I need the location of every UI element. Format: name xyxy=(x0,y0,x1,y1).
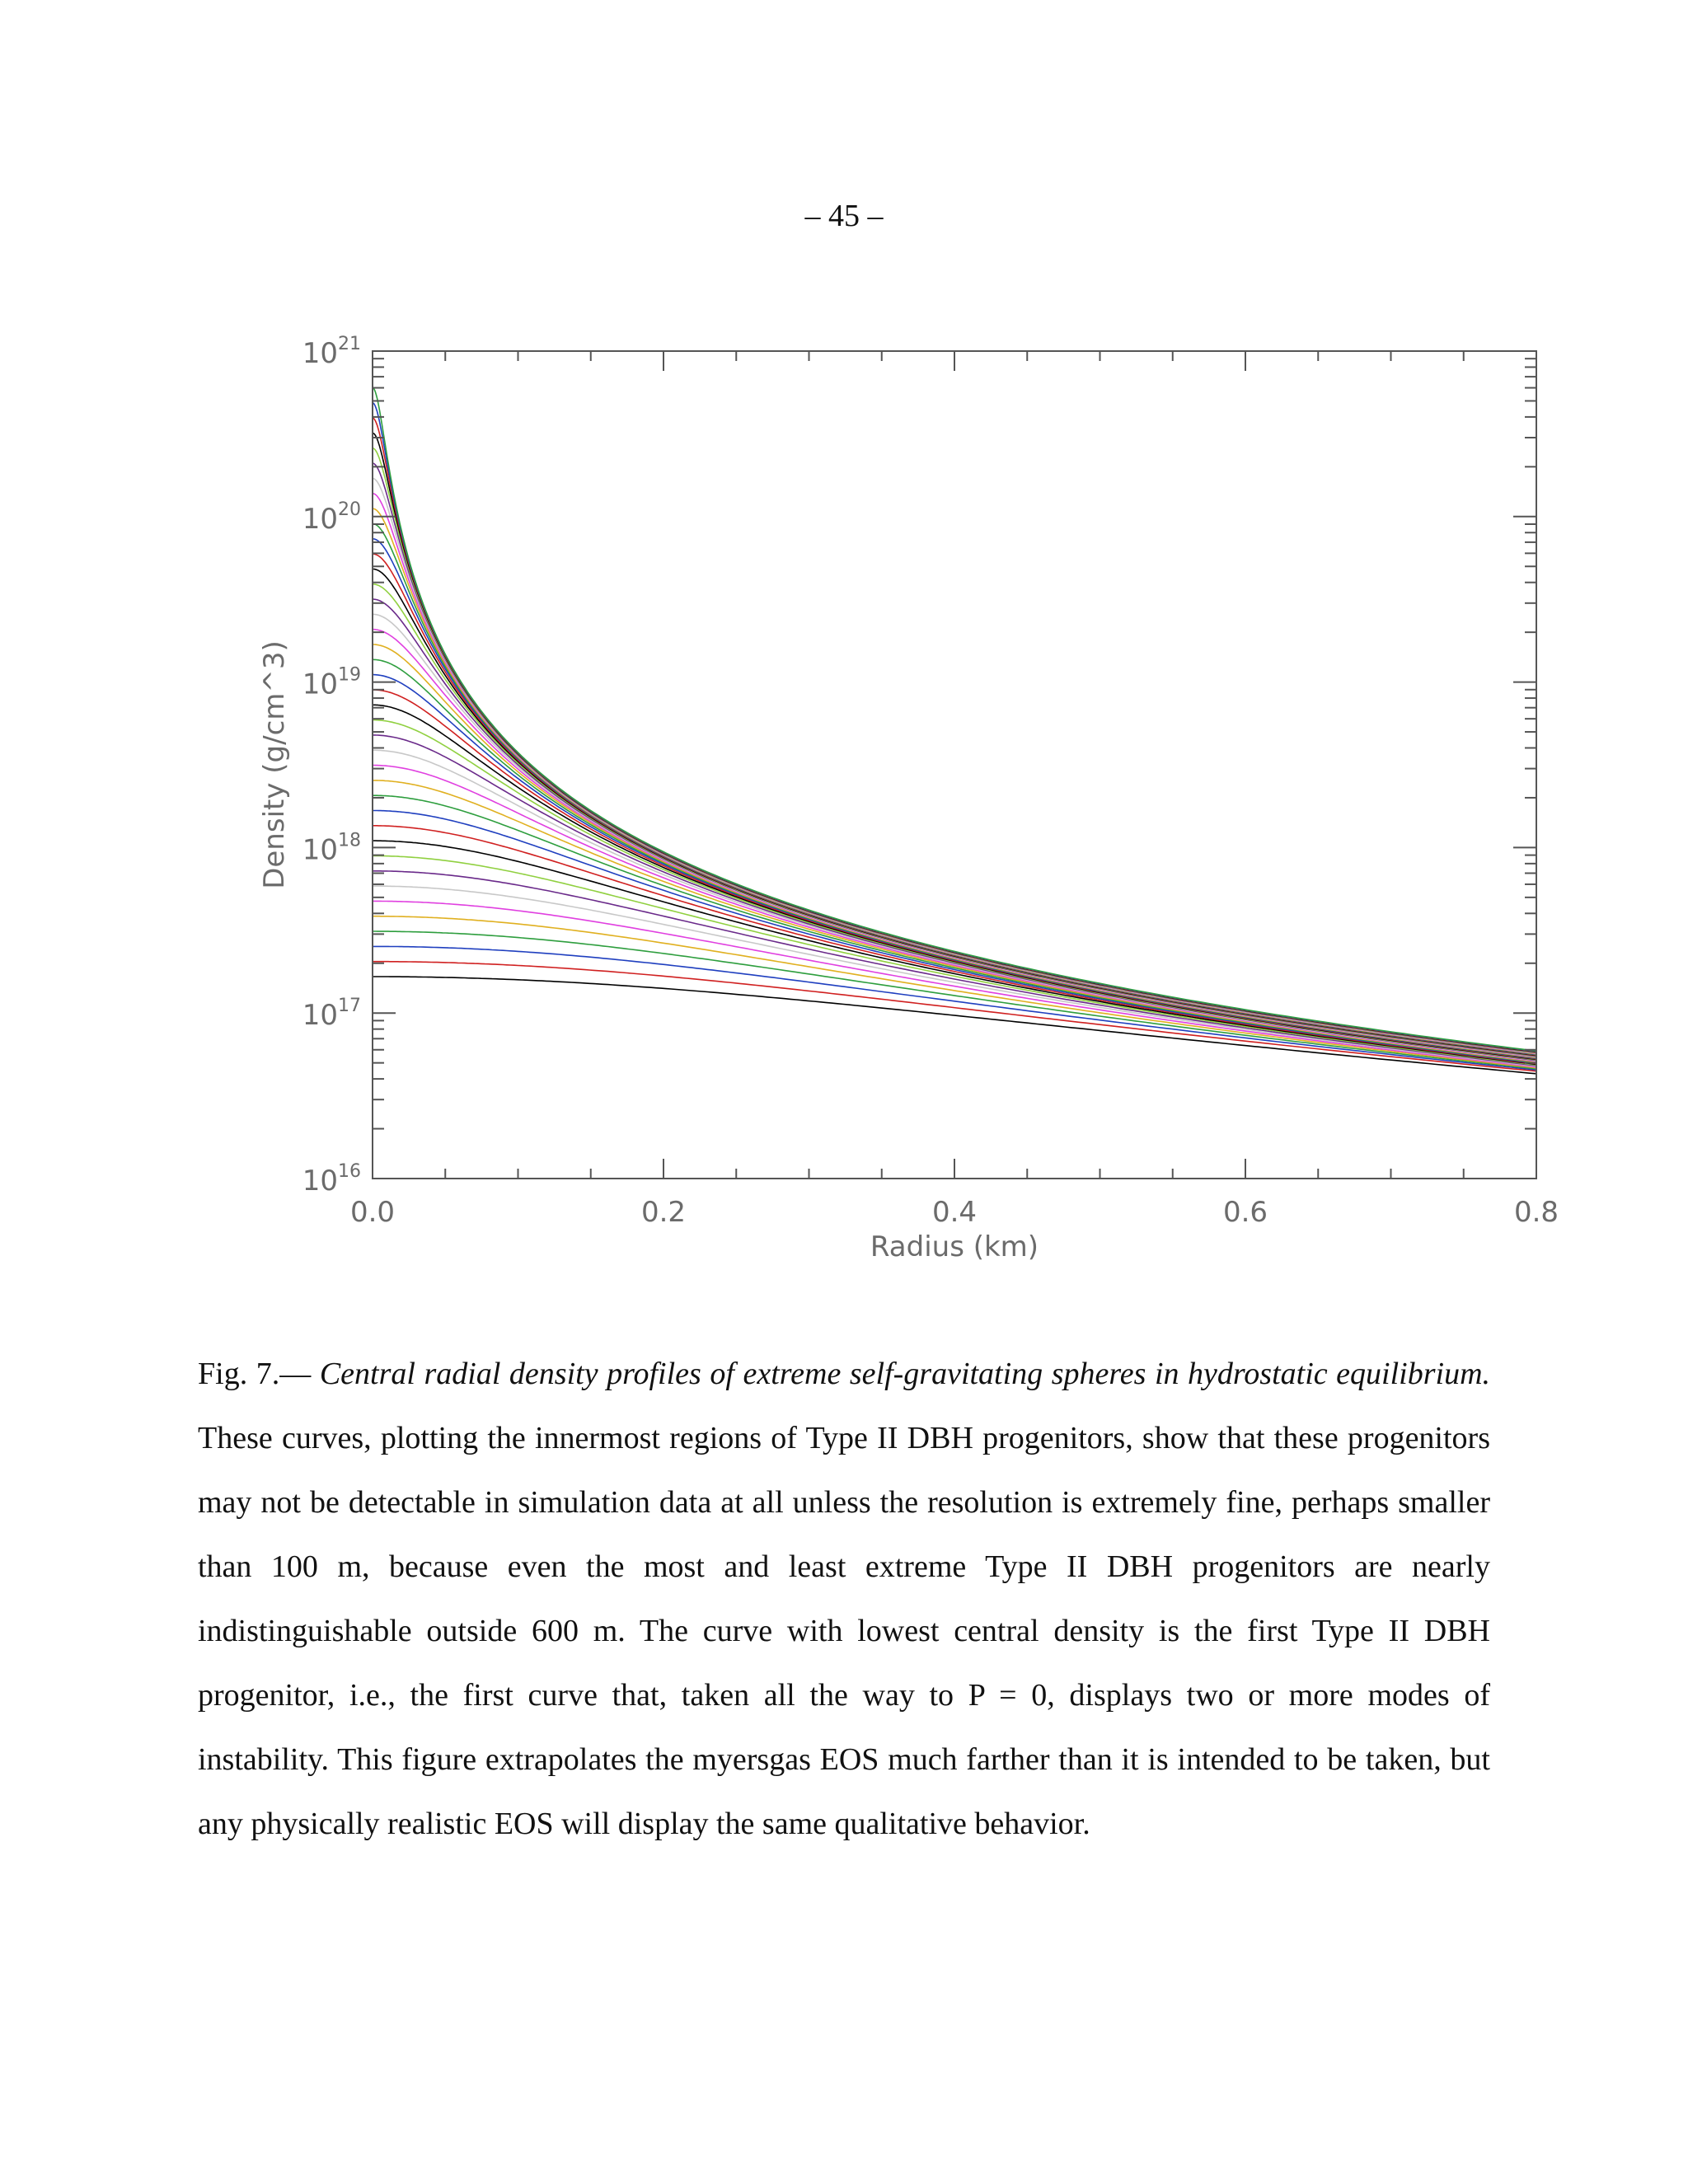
caption-body: These curves, plotting the innermost regions of Type II DBH progenitors, show that these progenitors may not be detectable in simulation data at all unless the resolution is extremely fine, perhaps smaller than 100 m, because even the most and least extreme Type II DBH progenitors are nearly indistinguishable outside 600 m. The curve with lowest central density is the first Type II DBH progenitor, i.e., the first curve that, taken all the way to P = 0, displays two or more modes of instability. This figure extrapolates the myersgas EOS much farther than it is intended to be taken, but any physically realistic EOS will display the same qualitative behavior. xyxy=(198,1421,1490,1841)
density-curve xyxy=(373,780,1536,1062)
y-tick-label: $10^{19}$ xyxy=(302,664,361,701)
x-tick-label: 0.6 xyxy=(1222,1196,1268,1229)
density-curve xyxy=(373,962,1536,1071)
y-tick-label: $10^{17}$ xyxy=(302,996,361,1033)
caption-title: Central radial density profiles of extreme self-gravitating spheres in hydrostatic equilibrium. xyxy=(319,1357,1491,1391)
x-tick-label: 0.8 xyxy=(1513,1196,1559,1229)
density-curve xyxy=(373,690,1536,1059)
axis-ticks xyxy=(373,351,1536,1179)
x-tick-labels xyxy=(350,1196,1559,1229)
plot-frame xyxy=(373,351,1536,1179)
x-tick-label: 0.2 xyxy=(640,1196,687,1229)
y-tick-label: $10^{18}$ xyxy=(302,830,361,867)
x-tick-label: 0.0 xyxy=(349,1196,396,1229)
density-curve xyxy=(373,554,1536,1055)
density-curve xyxy=(373,584,1536,1056)
x-tick-label: 0.4 xyxy=(931,1196,978,1229)
x-axis-title: Radius (km) xyxy=(870,1230,1039,1263)
density-curve xyxy=(373,811,1536,1063)
figure-caption xyxy=(198,1342,1490,1856)
caption-label: Fig. 7.— xyxy=(198,1357,312,1391)
page-number: – 45 – xyxy=(804,199,884,233)
density-curve xyxy=(373,705,1536,1059)
y-tick-labels xyxy=(302,334,361,1197)
y-axis-title: Density (g/cm^3) xyxy=(258,640,291,889)
y-tick-label: $10^{21}$ xyxy=(302,334,361,370)
curves-group xyxy=(373,388,1536,1074)
density-curve xyxy=(373,766,1536,1062)
y-tick-label: $10^{16}$ xyxy=(302,1161,361,1197)
density-curve xyxy=(373,388,1536,1052)
density-curve xyxy=(373,720,1536,1060)
density-curve xyxy=(373,795,1536,1062)
density-curve xyxy=(373,630,1536,1057)
y-tick-label: $10^{20}$ xyxy=(302,499,361,536)
